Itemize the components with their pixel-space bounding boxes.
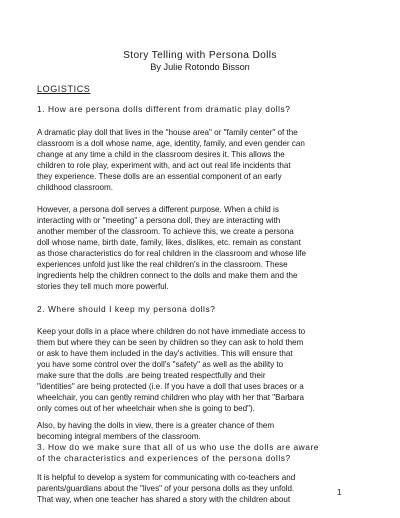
paragraph-line: they experience. These dolls are an essential component of an early (37, 172, 282, 181)
paragraph-line: It is helpful to develop a system for communicating with co-teachers and (37, 473, 296, 482)
paragraph-line: make sure that the dolls .are being treated respectfully and their (37, 371, 266, 380)
paragraph-line: classroom is a doll whose name, age, identity, family, and even gender can (37, 139, 305, 148)
paragraph-line: them but where they can be seen by children so they can ask to hold them (37, 338, 304, 347)
paragraph-line: interacting with or "meeting" a persona doll, they are interacting with (37, 216, 281, 225)
paragraph-4 (37, 420, 372, 442)
question-2: 2. Where should I keep my persona dolls? (37, 304, 216, 314)
paragraph-5 (37, 472, 372, 505)
paragraph-line: ingredients help the children connect to the dolls and make them and the (37, 271, 298, 280)
paragraph-line: children to role play, experiment with, and act out real life incidents that (37, 161, 291, 170)
paragraph-line: another member of the classroom. To achieve this, we create a persona (37, 227, 294, 236)
paragraph-line: childhood classroom. (37, 183, 114, 192)
paragraph-line: wheelchair, you can gently remind children who play with her that "Barbara (37, 393, 304, 402)
section-heading: LOGISTICS (37, 84, 91, 94)
document-author: By Julie Rotondo Bisson (150, 62, 250, 72)
paragraph-line: or ask to have them included in the day's activities. This will ensure that (37, 349, 293, 358)
paragraph-line: A dramatic play doll that lives in the "house area" or "family center" of the (37, 128, 298, 137)
paragraph-line: parents/guardians about the "lives" of your persona dolls as they unfold. (37, 484, 295, 493)
paragraph-1 (37, 127, 372, 193)
paragraph-line: as those characteristics do for real children in the classroom and whose life (37, 249, 307, 258)
paragraph-3 (37, 326, 372, 414)
paragraph-line: stories they tell much more powerful. (37, 282, 169, 291)
paragraph-line: That way, when one teacher has shared a story with the children about (37, 495, 291, 504)
paragraph-2 (37, 204, 372, 292)
paragraph-line: change at any time a child in the classroom desires it. This allows the (37, 150, 285, 159)
paragraph-line: "identities" are being protected (i.e. If you have a doll that uses braces or a (37, 382, 304, 391)
question-1: 1. How are persona dolls different from dramatic play dolls? (37, 104, 291, 114)
paragraph-line: Keep your dolls in a place where children do not have immediate access to (37, 327, 306, 336)
page-number: 1 (337, 487, 342, 497)
question-3: 3. How do we make sure that all of us who use the dolls are aware (37, 442, 320, 452)
paragraph-line: experiences unfold just like the real children's in the classroom. These (37, 260, 288, 269)
paragraph-line: doll whose name, birth date, family, likes, dislikes, etc. remain as constant (37, 238, 301, 247)
paragraph-line: Also, by having the dolls in view, there is a greater chance of them (37, 421, 275, 430)
question-3-continued: of the characteristics and experiences of the persona dolls? (37, 453, 291, 463)
paragraph-line: you have some control over the doll's "safety" as well as the ability to (37, 360, 284, 369)
paragraph-line: only comes out of her wheelchair when she is going to bed"). (37, 404, 255, 413)
paragraph-line: becoming integral members of the classroom. (37, 432, 201, 441)
paragraph-line: However, a persona doll serves a different purpose. When a child is (37, 205, 279, 214)
document-title: Story Telling with Persona Dolls (123, 50, 277, 61)
